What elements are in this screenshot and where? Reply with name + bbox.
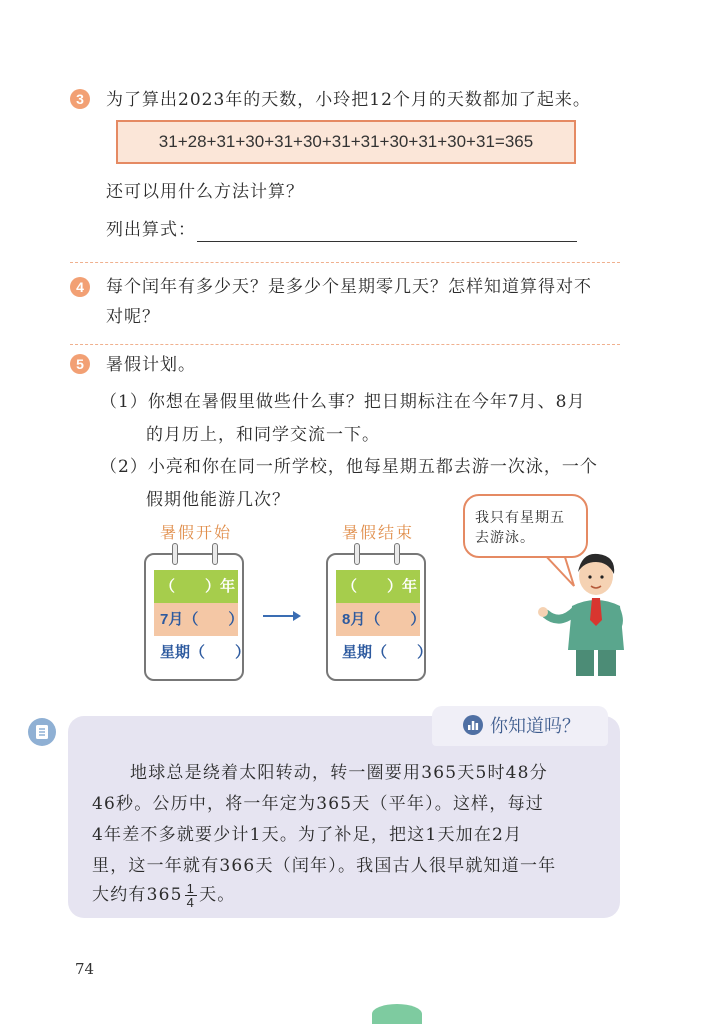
did-you-know-line-5-end: 天。: [199, 885, 236, 905]
question-3-ask: 还可以用什么方法计算？: [106, 182, 304, 202]
question-3-text: 为了算出2023年的天数，小玲把12个月的天数都加了起来。: [106, 90, 591, 110]
question-4-line-1: 每个闰年有多少天？是多少个星期零几天？怎样知道算得对不: [106, 277, 592, 297]
answer-line[interactable]: [197, 241, 577, 242]
speech-bubble: [463, 494, 588, 558]
formula-label: 列出算式：: [106, 220, 196, 240]
page-decoration: [372, 1004, 422, 1024]
arrow-right-icon: [263, 610, 301, 622]
section-icon: [28, 718, 56, 746]
question-5-title: 暑假计划。: [106, 355, 196, 375]
question-number-3: 3: [70, 89, 90, 109]
calendar-weekday-row[interactable]: 星期（ ）: [336, 636, 420, 669]
calendar-month-row[interactable]: 7月（ ）: [154, 603, 238, 636]
sum-expression: 31+28+31+30+31+30+31+31+30+31+30+31=365: [158, 132, 534, 151]
calendar-ring: [212, 543, 218, 565]
question-number-4: 4: [70, 277, 90, 297]
calendar-ring: [354, 543, 360, 565]
did-you-know-line-5: [92, 880, 236, 910]
did-you-know-line-1: 地球总是绕着太阳转动，转一圈要用365天5时48分: [130, 763, 548, 783]
sum-box: [116, 120, 576, 164]
bar-chart-icon: [463, 715, 483, 735]
calendar-start-label: 暑假开始: [160, 523, 233, 542]
calendar-start: [144, 553, 251, 681]
speech-bubble-line-1: 我只有星期五: [475, 510, 565, 526]
divider: [70, 262, 620, 263]
fraction-numerator: 1: [186, 881, 196, 896]
page-number: 74: [75, 960, 95, 978]
calendar-end: [326, 553, 433, 681]
calendar-year-row[interactable]: （ ）年: [154, 570, 238, 603]
divider: [70, 344, 620, 345]
did-you-know-line-4: 里，这一年就有366天（闰年）。我国古人很早就知道一年: [92, 856, 557, 876]
question-number-5: 5: [70, 354, 90, 374]
fraction-denominator: 4: [186, 895, 196, 910]
question-5-part-2-line-1: （2）小亮和你在同一所学校，他每星期五都去游一次泳，一个: [100, 457, 598, 477]
calendar-end-label: 暑假结束: [342, 523, 415, 542]
boy-illustration: [532, 550, 632, 678]
question-4-line-2: 对呢？: [106, 307, 160, 327]
speech-bubble-line-2: 去游泳。: [475, 530, 535, 546]
did-you-know-line-3: 4年差不多就要少计1天。为了补足，把这1天加在2月: [92, 825, 523, 845]
calendar-month-row[interactable]: 8月（ ）: [336, 603, 420, 636]
fraction: [185, 882, 197, 909]
question-5-part-1-line-2: 的月历上，和同学交流一下。: [146, 425, 380, 445]
book-icon: [28, 718, 56, 746]
calendar-year-row[interactable]: （ ）年: [336, 570, 420, 603]
question-5-part-2-line-2: 假期他能游几次？: [146, 490, 290, 510]
did-you-know-title: 你知道吗？: [490, 716, 580, 736]
calendar-ring: [172, 543, 178, 565]
calendar-weekday-row[interactable]: 星期（ ）: [154, 636, 238, 669]
question-5-part-1-line-1: （1）你想在暑假里做些什么事？把日期标注在今年7月、8月: [100, 392, 586, 412]
calendar-ring: [394, 543, 400, 565]
did-you-know-line-5-start: 大约有365: [92, 885, 183, 905]
did-you-know-line-2: 46秒。公历中，将一年定为365天（平年）。这样，每过: [92, 794, 544, 814]
